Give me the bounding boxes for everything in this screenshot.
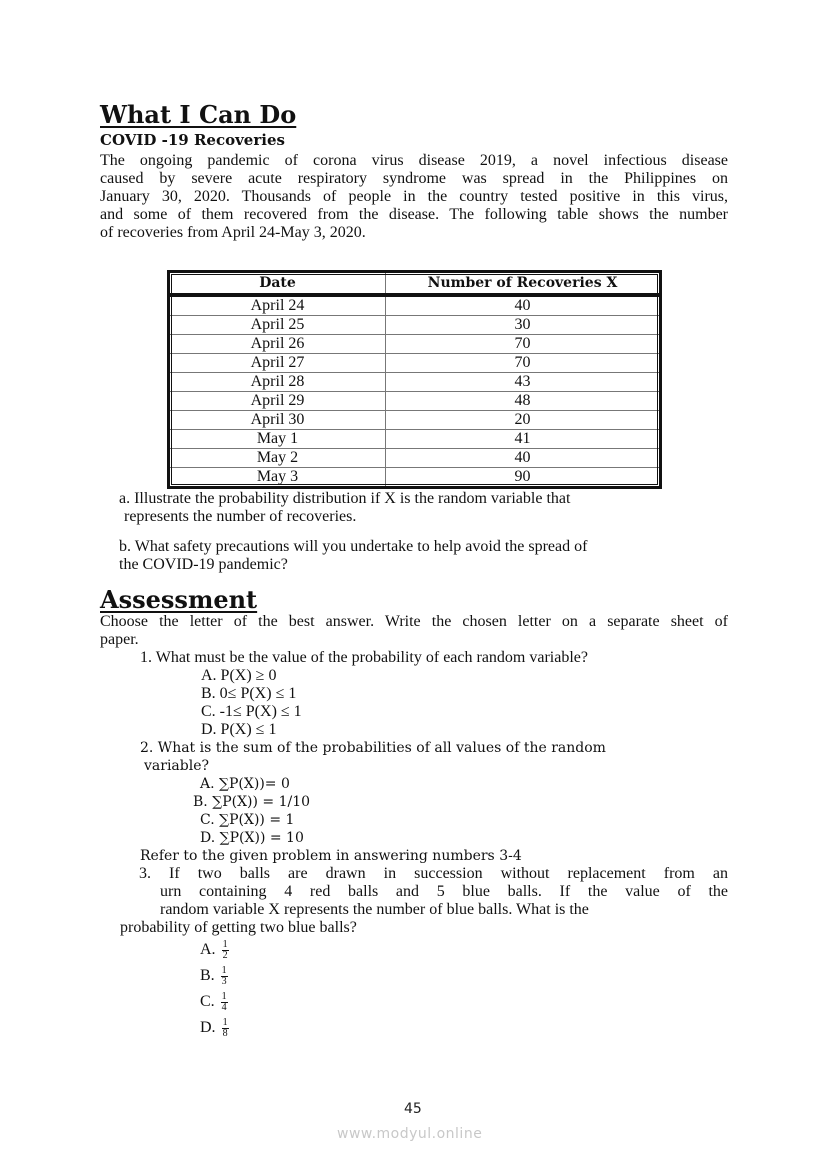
section-heading-what-i-can-do: What I Can Do [100,100,297,129]
table-row [169,468,661,488]
q3-options [200,937,229,1041]
option-letter: B. [193,794,208,810]
table-row [169,449,661,468]
option-letter: B. [200,967,215,984]
task-a-line: a. Illustrate the probability distribution if X is the random variable that [119,490,571,507]
task-a-line: represents the number of recoveries. [124,508,357,525]
q2-options [193,775,310,847]
q3-line: random variable X represents the number of blue balls. What is the [160,901,589,918]
q2-option-c [193,811,310,829]
table-row [169,373,661,392]
recoveries-cell: 20 [386,411,661,430]
option-letter: D. [200,830,216,846]
table-row [169,354,661,373]
q1-option-a: A. P(X) ≥ 0 [201,667,277,684]
numerator: 1 [222,1016,228,1028]
option-expression: ∑P(X)) = 1 [219,812,295,828]
instructions-line: Choose the letter of the best answer. Write the chosen letter on a separate sheet of [100,613,728,630]
q3-line: urn containing 4 red balls and 5 blue balls. If the value of the [160,883,728,900]
date-cell: May 2 [169,449,386,468]
task-b [119,538,587,574]
q2-line: variable? [144,758,210,774]
recoveries-cell: 43 [386,373,661,392]
recoveries-cell: 70 [386,354,661,373]
table-row [169,316,661,335]
recoveries-cell: 40 [386,295,661,316]
q1-option-c: C. -1≤ P(X) ≤ 1 [201,703,302,720]
q3-option-b [200,963,229,989]
column-header-recoveries: Number of Recoveries X [386,272,661,296]
intro-line: and some of them recovered from the disease. The following table shows the number [100,206,728,223]
recoveries-cell: 40 [386,449,661,468]
q3-option-a [200,937,229,963]
q2-line: 2. What is the sum of the probabilities of all values of the random [140,740,606,756]
q1-options [201,667,302,739]
denominator: 2 [222,949,228,961]
refer-note: Refer to the given problem in answering numbers 3-4 [140,848,522,864]
table-row [169,430,661,449]
question-2 [140,739,606,775]
recoveries-cell: 30 [386,316,661,335]
intro-line: caused by severe acute respiratory syndrome was spread in the Philippines on [100,170,728,187]
date-cell: April 28 [169,373,386,392]
option-letter: C. [200,993,215,1010]
fraction [222,940,229,961]
question-3 [120,865,728,937]
date-cell: May 3 [169,468,386,488]
date-cell: April 27 [169,354,386,373]
numerator: 1 [221,990,227,1002]
denominator: 8 [222,1027,228,1039]
recoveries-cell: 41 [386,430,661,449]
intro-line: of recoveries from April 24-May 3, 2020. [100,224,366,241]
intro-line: The ongoing pandemic of corona virus disease 2019, a novel infectious disease [100,152,728,169]
section-heading-assessment: Assessment [100,585,258,614]
q3-option-c [200,989,229,1015]
option-letter: A. [200,941,216,958]
watermark: www.modyul.online [337,1126,483,1142]
q1-option-b: B. 0≤ P(X) ≤ 1 [201,685,297,702]
intro-paragraph [100,152,728,242]
date-cell: May 1 [169,430,386,449]
denominator: 4 [221,1001,227,1013]
date-cell: April 25 [169,316,386,335]
option-expression: ∑P(X)) = 10 [219,830,304,846]
table-row [169,295,661,316]
q3-line: probability of getting two blue balls? [120,919,357,936]
recoveries-cell: 90 [386,468,661,488]
date-cell: April 29 [169,392,386,411]
column-header-date: Date [169,272,386,296]
recoveries-cell: 70 [386,335,661,354]
subheading-covid-recoveries: COVID -19 Recoveries [100,131,285,149]
date-cell: April 24 [169,295,386,316]
numerator: 1 [222,938,228,950]
recoveries-table [167,270,662,489]
date-cell: April 26 [169,335,386,354]
q2-option-b [193,793,310,811]
task-b-line: the COVID-19 pandemic? [119,556,288,573]
intro-line: January 30, 2020. Thousands of people in the country tested positive in this virus, [100,188,728,205]
q2-option-d [193,829,310,847]
q1-option-d: D. P(X) ≤ 1 [201,721,277,738]
assessment-instructions [100,613,728,649]
recoveries-cell: 48 [386,392,661,411]
table-row [169,335,661,354]
table-header-row [169,272,661,296]
option-letter: A. [200,776,215,792]
fraction [221,966,228,987]
q3-line: 3. If two balls are drawn in succession without replacement from an [139,865,728,882]
option-expression: ∑P(X)) = 1/10 [212,794,311,810]
date-cell: April 30 [169,411,386,430]
denominator: 3 [221,975,227,987]
table-row [169,392,661,411]
q3-option-d [200,1015,229,1041]
option-letter: D. [200,1019,216,1036]
fraction [222,1018,229,1039]
instructions-line: paper. [100,631,139,648]
fraction [221,992,228,1013]
option-expression: ∑P(X))= 0 [219,776,290,792]
q2-option-a [193,775,310,793]
option-letter: C. [200,812,215,828]
question-1: 1. What must be the value of the probability of each random variable? [140,649,588,666]
numerator: 1 [221,964,227,976]
task-a [119,490,570,526]
page-number: 45 [404,1101,422,1117]
task-b-line: b. What safety precautions will you undertake to help avoid the spread of [119,538,588,555]
table-row [169,411,661,430]
